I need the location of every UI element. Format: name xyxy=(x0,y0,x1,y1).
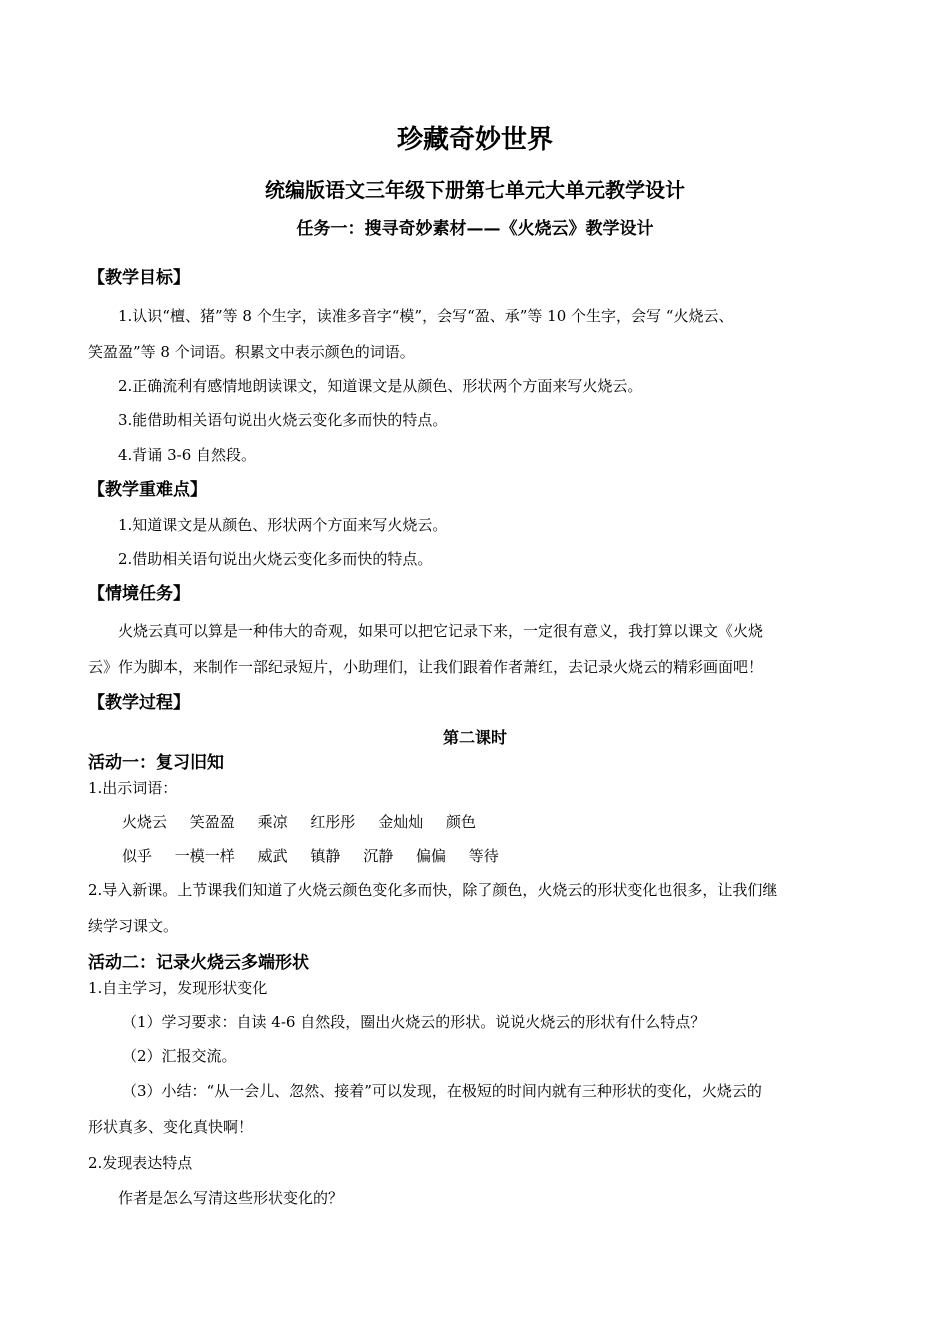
activity2-sub2: （2）汇报交流。 xyxy=(122,1047,237,1065)
activity2-question: 作者是怎么写清这些形状变化的？ xyxy=(118,1189,344,1207)
word-item: 镇静 xyxy=(310,847,341,865)
activity2-item2: 2.发现表达特点 xyxy=(88,1154,193,1172)
word-item: 一模一样 xyxy=(174,847,235,865)
word-item: 沉静 xyxy=(363,847,394,865)
word-item: 火烧云 xyxy=(122,813,168,831)
objective-line-1: 1.认识“檀、猪”等 8 个生字，读准多音字“模”，会写“盈、承”等 10 个生字，会写 “火烧云、 xyxy=(118,307,734,325)
word-list-row-2 xyxy=(122,844,864,868)
word-list-row-1 xyxy=(122,810,864,834)
task-title: 任务一：搜寻奇妙素材——《火烧云》教学设计 xyxy=(296,219,654,239)
objective-line-4: 3.能借助相关语句说出火烧云变化多而快的特点。 xyxy=(118,411,448,429)
word-item: 等待 xyxy=(468,847,499,865)
activity2-sub1: （1）学习要求：自读 4-6 自然段，圈出火烧云的形状。说说火烧云的形状有什么特点？ xyxy=(122,1013,706,1031)
activity2-sub3-line2: 形状真多、变化真快啊！ xyxy=(88,1118,254,1136)
word-item: 似乎 xyxy=(122,847,153,865)
scenario-heading: 【情境任务】 xyxy=(88,584,190,604)
key-point-line-2: 2.借助相关语句说出火烧云变化多而快的特点。 xyxy=(118,550,433,568)
objectives-heading: 【教学目标】 xyxy=(88,268,190,288)
word-item: 偏偏 xyxy=(415,847,446,865)
process-heading: 【教学过程】 xyxy=(88,693,190,713)
objective-line-2: 笑盈盈”等 8 个词语。积累文中表示颜色的词语。 xyxy=(88,343,415,361)
lesson-label: 第二课时 xyxy=(442,728,507,747)
word-item: 红彤彤 xyxy=(310,813,356,831)
key-point-line-1: 1.知道课文是从颜色、形状两个方面来写火烧云。 xyxy=(118,516,448,534)
word-item: 威武 xyxy=(257,847,288,865)
activity2-sub3-line1: （3）小结：“从一会儿、忽然、接着”可以发现，在极短的时间内就有三种形状的变化，火烧云的 xyxy=(122,1082,762,1100)
key-points-heading: 【教学重难点】 xyxy=(88,480,207,500)
activity2-heading: 活动二：记录火烧云多端形状 xyxy=(88,953,309,973)
word-item: 乘凉 xyxy=(257,813,288,831)
objective-line-3: 2.正确流利有感情地朗读课文，知道课文是从颜色、形状两个方面来写火烧云。 xyxy=(118,377,643,395)
word-item: 颜色 xyxy=(445,813,476,831)
scenario-line-1: 火烧云真可以算是一种伟大的奇观，如果可以把它记录下来，一定很有意义，我打算以课文《火烧 xyxy=(118,622,764,640)
objective-line-5: 4.背诵 3-6 自然段。 xyxy=(118,446,257,464)
document-title: 珍藏奇妙世界 xyxy=(396,125,553,155)
document-subtitle: 统编版语文三年级下册第七单元大单元教学设计 xyxy=(265,178,685,202)
activity1-item2-line1: 2.导入新课。上节课我们知道了火烧云颜色变化多而快，除了颜色，火烧云的形状变化也很多，让我们继 xyxy=(88,881,778,899)
word-item: 笑盈盈 xyxy=(189,813,235,831)
activity1-item2-line2: 续学习课文。 xyxy=(88,917,179,935)
word-item: 金灿灿 xyxy=(378,813,424,831)
activity1-heading: 活动一：复习旧知 xyxy=(88,753,224,773)
activity2-item1: 1.自主学习，发现形状变化 xyxy=(88,979,268,997)
scenario-line-2: 云》作为脚本，来制作一部纪录短片，小助理们，让我们跟着作者萧红，去记录火烧云的精彩画面吧！ xyxy=(88,658,764,676)
activity1-item1: 1.出示词语： xyxy=(88,779,178,797)
